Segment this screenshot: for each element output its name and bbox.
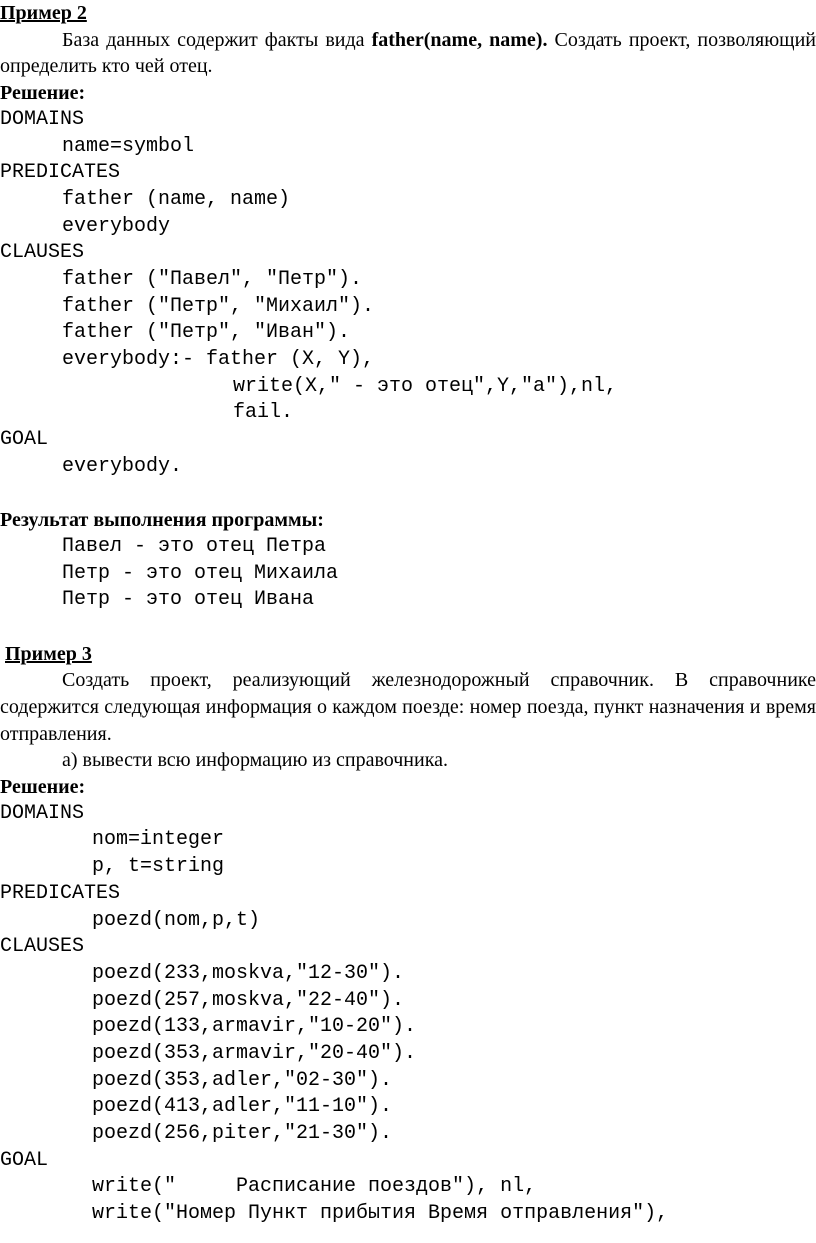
example-2-task [0,27,816,80]
example-3-code-block [0,801,816,1228]
code-line: PREDICATES [0,161,121,185]
result-line: Петр - это отец Ивана [62,588,315,612]
code-line: poezd(nom,p,t) [92,908,261,932]
task-text-suffix: Создать проект, позволяющий определить кто чей отец. [0,28,816,78]
result-line: Петр - это отец Михаила [62,561,339,585]
result-line: Павел - это отец Петра [62,534,327,558]
code-line: p, t=string [92,855,225,879]
code-line: CLAUSES [0,241,85,265]
example-3-solution-label: Решение: [0,776,86,799]
code-line: DOMAINS [0,801,85,825]
code-line: everybody [62,214,171,238]
spacer [0,480,816,507]
code-line: father ("Петр", "Иван"). [62,321,351,345]
example-3-subtask: а) вывести всю информацию из справочника. [62,749,448,772]
code-line: everybody. [62,454,183,478]
code-line: name=symbol [62,134,195,158]
code-line: GOAL [0,428,49,452]
code-line: poezd(233,moskva,"12-30"). [92,961,405,985]
result-output [0,534,816,614]
example-3-task: Создать проект, реализующий железнодорожный справочник. В справочнике содержится следующая информация о каждом поезде: номер поезда, пункт назначения и время отправления. [0,669,816,745]
code-line: everybody:- father (X, Y), [62,348,375,371]
code-line: GOAL [0,1148,49,1172]
code-line: write(X," - это отец",Y,"a"),nl, [233,374,618,398]
code-line: write("Номер Пункт прибытия Время отправления"), [92,1202,669,1226]
code-line: PREDICATES [0,881,121,905]
example-2-heading: Пример 2 [0,2,87,24]
task-text-prefix: База данных содержит факты вида [62,28,372,51]
code-line: poezd(413,adler,"11-10"). [92,1095,393,1119]
code-line: fail. [233,401,294,425]
code-line: nom=integer [92,828,225,852]
code-line: father ("Петр", "Михаил"). [62,294,375,318]
example-2-solution-label: Решение: [0,82,86,105]
code-line: poezd(353,armavir,"20-40"). [92,1041,417,1065]
example-3-heading: Пример 3 [5,642,92,665]
code-line: poezd(133,armavir,"10-20"). [92,1015,417,1039]
code-line: poezd(257,moskva,"22-40"). [92,988,405,1012]
code-line: write(" Расписание поездов"), nl, [92,1175,537,1199]
code-line: poezd(256,piter,"21-30"). [92,1122,393,1146]
example-3-section [0,641,816,1228]
code-line: DOMAINS [0,107,85,131]
code-line: CLAUSES [0,935,85,959]
code-line: father (name, name) [62,187,291,211]
spacer [0,614,816,641]
code-line: poezd(353,adler,"02-30"). [92,1068,393,1092]
result-label: Результат выполнения программы: [0,509,324,532]
task-fact-signature: father(name, name). [371,28,548,51]
code-line: father ("Павел", "Петр"). [62,267,363,291]
example-2-code-block [0,107,816,481]
